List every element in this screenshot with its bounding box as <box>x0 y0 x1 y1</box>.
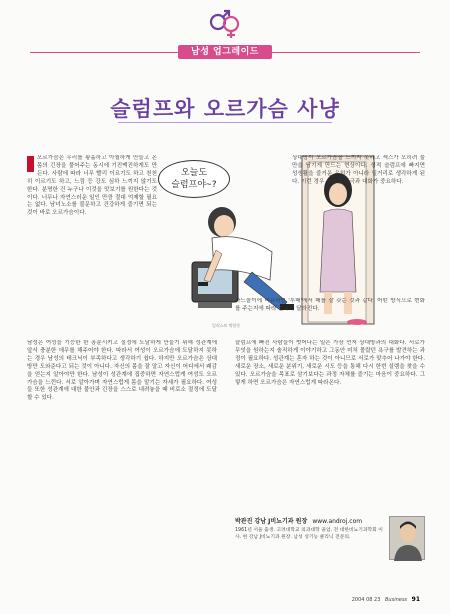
page-footer <box>352 596 420 603</box>
speech-bubble <box>158 160 230 198</box>
magazine-name: Business <box>384 597 408 603</box>
paragraph-text: 슬럼프에 빠진 사람들이 벗어나는 일은 가장 먼저 상대방과의 대화다. 서로가 무엇을 원하는지 솔직하게 이야기하고 그동안 미처 몰랐던 욕구를 발견하는 과정이 필요하다. 성관계는 혼자 하는 것이 아니므로 서로가 맞추어 나가야 한다. 새로운 장소, 새로운 분위기, 새로운 시도 등을 통해 다시 한번 설렘을 찾을 수 있다. 오르가슴을 목표로 삼기보다는 과정 자체를 즐기는 마음이 중요하다. 그렇게 하면 오르가슴은 자연스럽게 따라온다. <box>235 340 425 386</box>
speech-line-2: 슬럼프야~? <box>171 180 217 190</box>
paragraph-text: 카드놀이에 비유하면 '투패'에서 패를 잘 갖는 것과 같다. 어떤 방식으로 변화를 주는지에 따라 결과가 달라진다. <box>235 298 425 312</box>
issue-date: 2004 08 23 <box>351 597 381 603</box>
paragraph-text: 상대방이 오르가슴을 느끼지 못하고 섹스가 오히려 불만을 남기게 만드는 현상이다. 성적 슬럼프에 빠지면 성생활을 즐거운 유희가 아니라 일거리로 생각하게 된다. 이런 경우 새로운 자극과 대화가 중요하다. <box>292 155 425 185</box>
page-number: 91 <box>411 596 420 603</box>
illustration-credit: 일러스트 박한웅 <box>212 323 241 328</box>
author-website[interactable]: www.androj.com <box>312 518 363 525</box>
article-column-1-top <box>27 155 157 337</box>
paragraph-text: 남성은 여성을 기능한 한 흥분시키고 절정에 도달하게 만들기 위해 성관계에 앞서 충분한 애무를 해주어야 한다. 따라서 여성이 오르가슴에 도달하지 못하는 경우 남성의 테크닉이 부족하다고 생각하기 쉽다. 하지만 오르가슴은 상대방만 도와준다고 되는 것이 아니다. 자신의 몸을 잘 알고 자신이 어디에서 쾌감을 얻는지 알아야만 한다. 남성이 성관계에 집중하면 자연스럽게 여성도 오르가슴을 느낀다. 서로 알아가며 자연스럽게 몸을 맡기는 자세가 필요하다. 여성들 또한 성관계에 대한 불안과 긴장을 스스로 내려놓을 때 비로소 절정에 도달할 수 있다. <box>27 340 217 402</box>
gender-symbol-logo-icon <box>203 8 247 40</box>
speech-line-1: 오늘도 <box>180 168 208 178</box>
title-underline <box>118 122 332 123</box>
section-label: 남성 업그레이드 <box>178 45 272 59</box>
paragraph-text: 오르가슴은 우리를 황홀하고 아찔하게 만들고 온몸의 긴장을 풀어주는 동시에 기진맥진하게도 만든다. 사람에 따라 너무 빨리 이르기도 하고 천천히 이르기도 하고, 느낌 등 강도 심하 느끼지 않기도 한다. 분명한 건 누구나 이것을 맛보기를 원한다는 것이다. 너무나 자연스러운 일인 만큼 절대 억제할 필요는 없다. 남녀노소를 불문하고 건강하게 즐기면 되는 것이 바로 오르가슴이다. <box>27 155 157 217</box>
article-column-2-body <box>235 340 425 485</box>
author-bio: 1961년 서울 출생. 고려대학교 의과대학 졸업. 전 대한비뇨기과학회 이사. 현 강남 J비뇨기과 원장. 남성 성기능 클리닉 전문의. <box>235 528 383 540</box>
article-title: 슬럼프와 오르가슴 사냥 <box>110 97 340 121</box>
author-box <box>235 516 425 588</box>
dropcap-marker <box>27 156 34 172</box>
author-photo <box>389 516 425 560</box>
article-column-2-middle <box>235 298 425 338</box>
portrait-image <box>390 517 426 561</box>
article-column-2-top <box>292 155 425 295</box>
author-name: 박관진 강남 J비뇨기과 원장 <box>235 518 308 525</box>
article-column-1-body <box>27 340 217 590</box>
